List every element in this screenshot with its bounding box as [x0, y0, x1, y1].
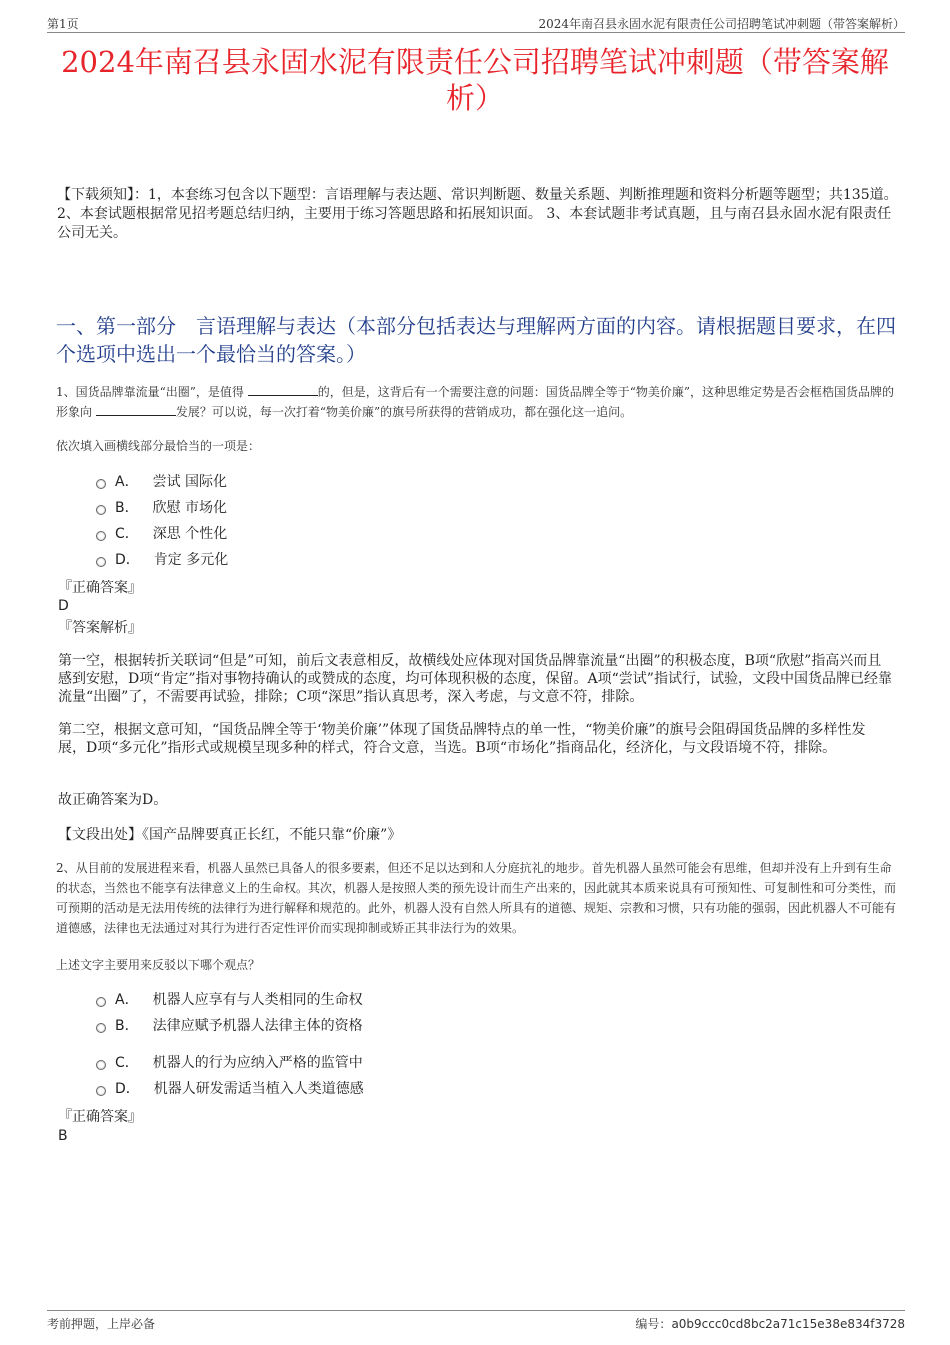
option-text: 机器人应享有与人类相同的生命权 — [152, 992, 363, 1008]
option-text: 机器人研发需适当植入人类道德感 — [153, 1081, 364, 1097]
q2-option-d[interactable] — [96, 1080, 364, 1098]
option-text: 欣慰 市场化 — [152, 500, 228, 516]
question-2-text: 2、从目前的发展进程来看，机器人虽然已具备人的很多要素，但还不足以达到和人分庭抗礼的地步。首先机器人虽然可能会有思维，但却并没有上升到有生命的状态，当然也不能享有法律意义上的生命权。其次，机器人是按照人类的预先设计而生产出来的，因此就其本质来说具有可预知性、可复制性和可分类性，而可预期的活动是无法用传统的法律行为进行解释和规范的。此外，机器人没有自然人所具有的道德、规矩、宗教和习惯，只有功能的强弱，因此机器人不可能有道德感，法律也无法通过对其行为进行否定性评价而实现抑制或矫正其非法行为的效果。 — [56, 861, 897, 935]
radio-icon[interactable] — [96, 531, 106, 541]
page-footer — [47, 1310, 905, 1331]
option-text: 尝试 国际化 — [152, 474, 228, 490]
footer-slogan: 考前押题，上岸必备 — [47, 1317, 156, 1331]
question-1-prompt: 依次填入画横线部分最恰当的一项是： — [56, 439, 261, 453]
serial-label: 编号： — [635, 1317, 672, 1331]
question-1-text-part-a: 1、国货品牌靠流量“出圈”，是值得 — [56, 385, 244, 399]
radio-icon[interactable] — [96, 479, 106, 489]
q2-option-a[interactable] — [96, 991, 363, 1009]
q1-answer-label: 『正确答案』 — [58, 580, 142, 596]
download-notice: 【下载须知】：1，本套练习包含以下题型：言语理解与表达题、常识判断题、数量关系题、判断推理题和资料分析题等题型；共135道。 2、本套试题根据常见招考题总结归纳，主要用于练习答题思路和拓展知识面。 3、本套试题非考试真题，且与南召县永固水泥有限责任公司无关。 — [57, 187, 898, 241]
running-title: 2024年南召县永固水泥有限责任公司招聘笔试冲刺题（带答案解析） — [538, 17, 905, 31]
question-1-text-part-b: 的，但是，这背后有一个需要注意的问题：国货品牌全等于“物美价廉”，这种思维定势是否会框梏国货品牌的形象向 — [56, 385, 895, 419]
q2-option-b[interactable] — [96, 1017, 363, 1035]
fill-blank-1 — [248, 383, 318, 396]
q1-answer: D — [58, 598, 69, 614]
option-letter: B． — [115, 1018, 139, 1034]
radio-icon[interactable] — [96, 557, 106, 567]
q1-source: 【文段出处】《国产品牌要真正长红，不能只靠“价廉”》 — [58, 827, 402, 843]
q1-analysis-paragraph-1: 第一空，根据转折关联词“但是”可知，前后文表意相反，故横线处应体现对国货品牌靠流量“出圈”的积极态度，B项“欣慰”指高兴而且感到安慰，D项“肯定”指对事物持确认的或赞成的态度，均可体现积极的态度，保留。A项“尝试”指试行，试验，文段中国货品牌已经靠流量“出圈”了，不需要再试验，排除；C项“深思”指认真思考，深入考虑，与文意不符，排除。 — [58, 653, 892, 705]
option-letter: D． — [115, 1081, 140, 1097]
option-letter: A． — [115, 992, 139, 1008]
option-text: 机器人的行为应纳入严格的监管中 — [152, 1055, 363, 1071]
option-letter: C． — [115, 526, 139, 542]
radio-icon[interactable] — [96, 1086, 106, 1096]
document-title: 2024年南召县永固水泥有限责任公司招聘笔试冲刺题（带答案解析） — [61, 45, 889, 115]
option-letter: D． — [115, 552, 140, 568]
option-text: 法律应赋予机器人法律主体的资格 — [152, 1018, 363, 1034]
q1-option-d[interactable] — [96, 551, 228, 569]
option-letter: B． — [115, 500, 139, 516]
page-header — [47, 12, 905, 33]
q1-option-a[interactable] — [96, 473, 227, 491]
q1-analysis-conclusion: 故正确答案为D。 — [58, 792, 168, 808]
serial-number: a0b9ccc0cd8bc2a71c15e38e834f3728 — [671, 1317, 905, 1331]
q2-answer-label: 『正确答案』 — [58, 1109, 142, 1125]
q1-analysis-paragraph-2: 第二空，根据文意可知，“国货品牌全等于‘物美价廉’”体现了国货品牌特点的单一性，“物美价廉”的旗号会阻碍国货品牌的多样性发展，D项“多元化”指形式或规模呈现多种的样式，符合文意，当选。B项“市场化”指商品化，经济化，与文段语境不符，排除。 — [58, 722, 866, 756]
radio-icon[interactable] — [96, 1023, 106, 1033]
option-letter: C． — [115, 1055, 139, 1071]
question-1-text-part-c: 发展？可以说，每一次打着“物美价廉”的旗号所获得的营销成功，都在强化这一追问。 — [175, 405, 633, 419]
option-letter: A． — [115, 474, 139, 490]
question-2-prompt: 上述文字主要用来反驳以下哪个观点？ — [56, 958, 261, 972]
q1-option-c[interactable] — [96, 525, 227, 543]
q2-answer: B — [58, 1128, 68, 1144]
question-1-text — [56, 382, 898, 422]
q2-option-c[interactable] — [96, 1054, 363, 1072]
radio-icon[interactable] — [96, 997, 106, 1007]
radio-icon[interactable] — [96, 505, 106, 515]
section-title: 一、第一部分 言语理解与表达（本部分包括表达与理解两方面的内容。请根据题目要求，在四个选项中选出一个最恰当的答案。） — [56, 314, 896, 366]
q1-option-b[interactable] — [96, 499, 227, 517]
q1-analysis-label: 『答案解析』 — [58, 620, 142, 636]
footer-serial — [635, 1315, 905, 1332]
radio-icon[interactable] — [96, 1060, 106, 1070]
page-number: 第1页 — [47, 17, 79, 31]
option-text: 深思 个性化 — [152, 526, 228, 542]
option-text: 肯定 多元化 — [153, 552, 229, 568]
question-1 — [56, 382, 898, 422]
fill-blank-2 — [96, 403, 176, 416]
